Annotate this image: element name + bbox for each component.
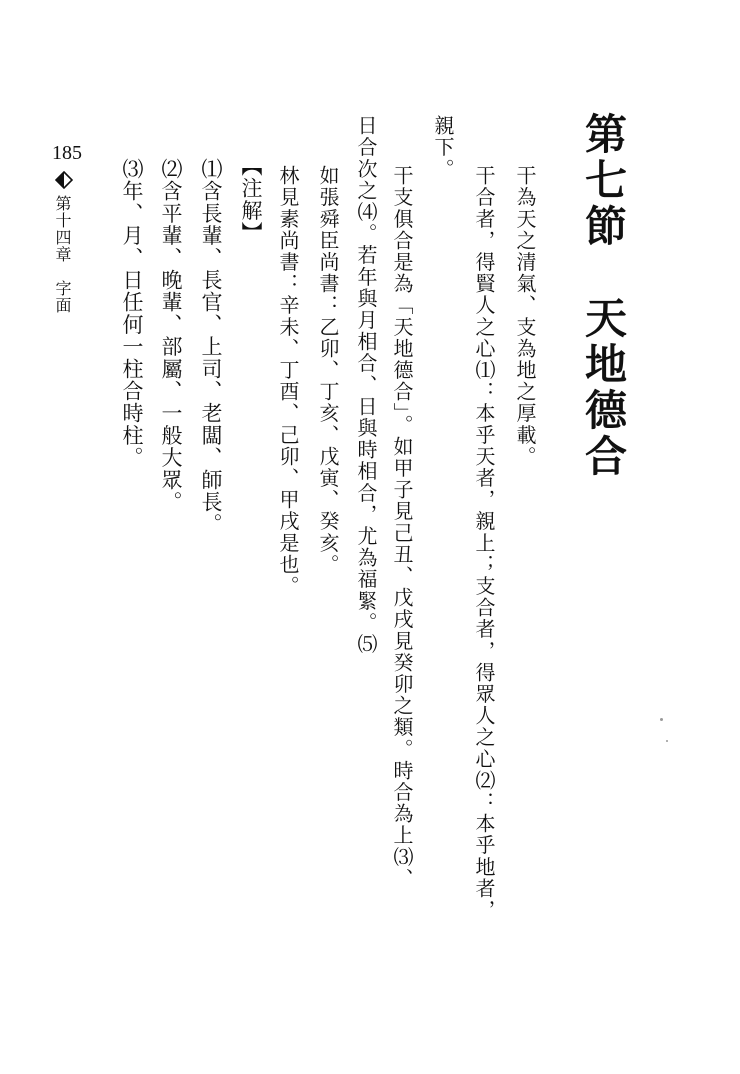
- chapter-label: 第十四章 字面: [53, 195, 72, 314]
- note-item-2: ⑵含平輩、晚輩、部屬、一般大眾。: [159, 158, 183, 514]
- note-item-1: ⑴含長輩、長官、上司、老闆、師長。: [199, 158, 223, 536]
- half-filled-diamond-icon: [55, 171, 73, 189]
- paragraph-line-1: 干為天之清氣、支為地之厚載。: [513, 165, 537, 468]
- paragraph-line-2: 干合者，得賢人之心⑴：本乎天者，親上；支合者，得眾人之心⑵：本乎地者，: [472, 165, 496, 921]
- paragraph-line-5: 日合次之⑷。若年與月相合、日與時相合，尤為福緊。⑸: [354, 115, 378, 655]
- note-item-3: ⑶年、月、日任何一柱合時柱。: [120, 158, 144, 469]
- page-number: 185: [52, 142, 82, 164]
- section-title: 第七節 天地德合: [579, 112, 628, 480]
- paragraph-line-7: 林見素尚書：辛未、丁酉、己卯、甲戌是也。: [276, 165, 300, 597]
- scan-speck: [666, 740, 668, 742]
- scan-speck: [660, 718, 663, 721]
- notes-heading: 【注解】: [239, 155, 263, 244]
- paragraph-line-6: 如張舜臣尚書：乙卯、丁亥、戊寅、癸亥。: [316, 165, 340, 576]
- paragraph-line-4: 干支俱合是為「天地德合」。如甲子見己丑、戊戌見癸卯之類。時合為上⑶、: [390, 165, 414, 890]
- paragraph-line-3: 親下。: [431, 115, 455, 180]
